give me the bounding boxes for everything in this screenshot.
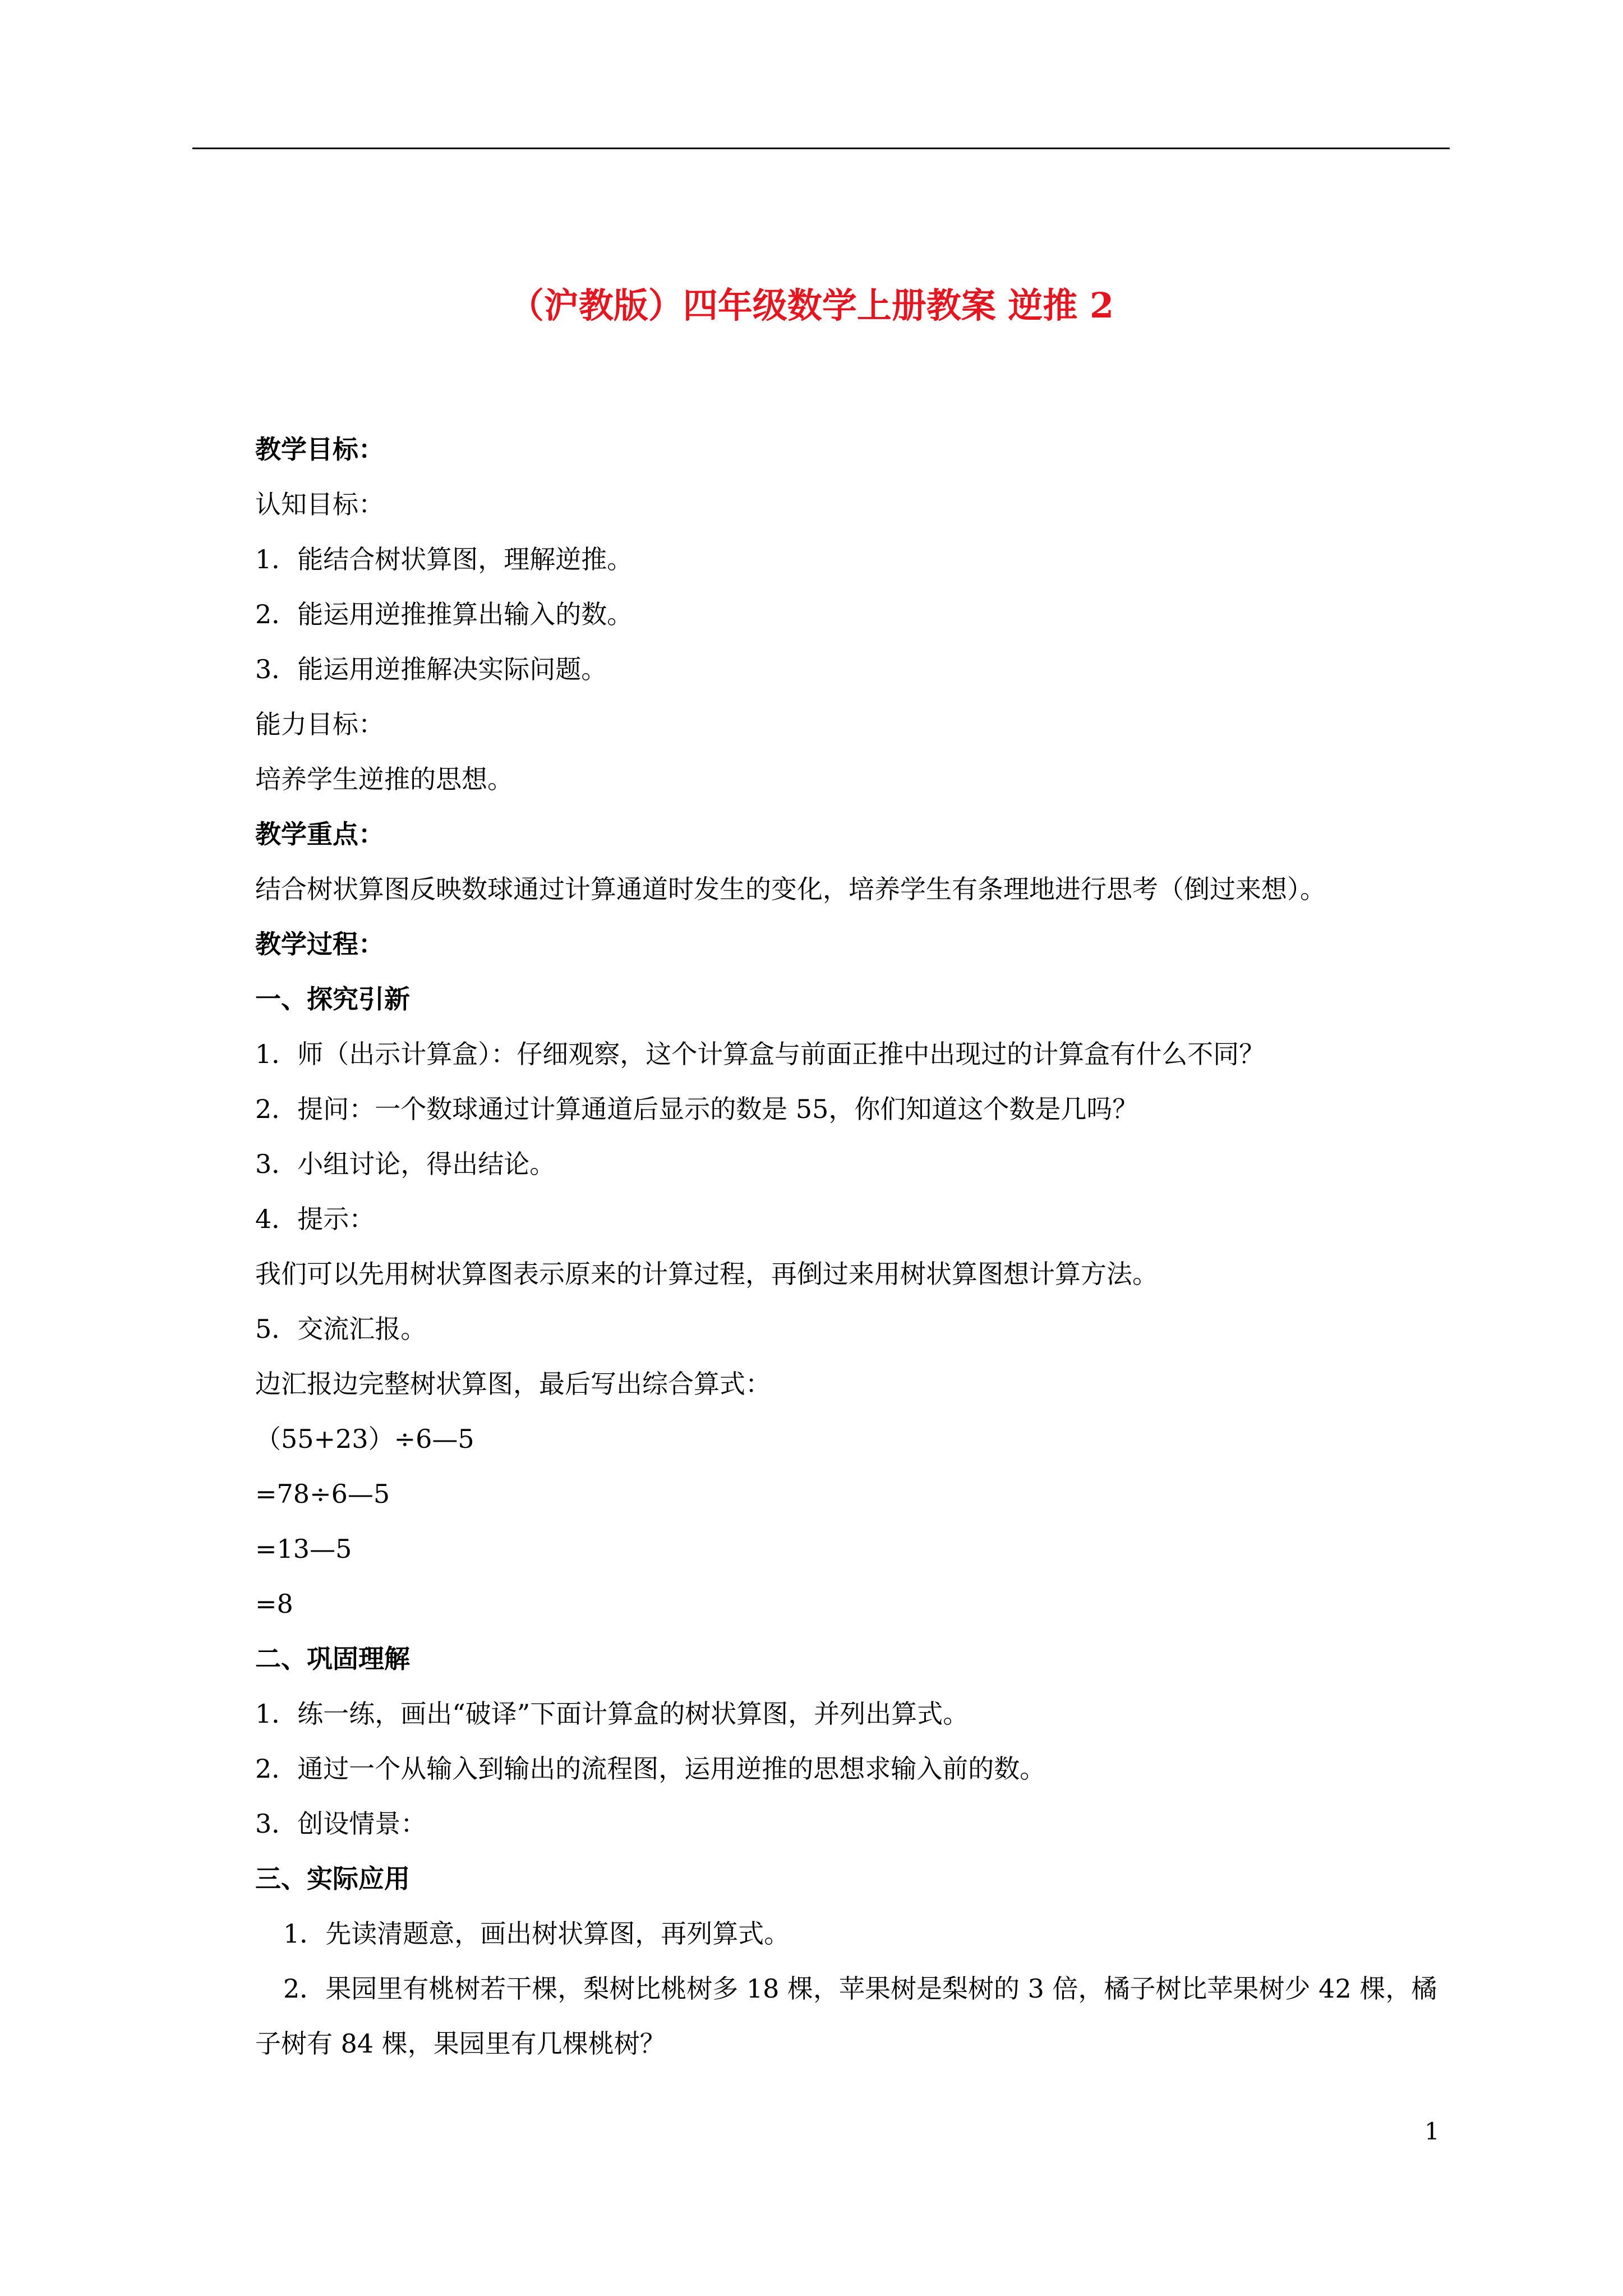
objectives-heading: 教学目标： — [255, 434, 384, 464]
part1-item: 4．提示： — [255, 1204, 375, 1234]
part2-heading: 二、巩固理解 — [255, 1644, 410, 1674]
formula-line: =8 — [255, 1589, 293, 1619]
part1-item: 我们可以先用树状算图表示原来的计算过程，再倒过来用树状算图想计算方法。 — [255, 1259, 1158, 1289]
process-heading: 教学过程： — [255, 929, 384, 959]
header-rule — [192, 148, 1450, 149]
part3-item: 2．果园里有桃树若干棵，梨树比桃树多 18 棵，苹果树是梨树的 3 倍，橘子树比苹果树少 42 棵，橘子树有 84 棵，果园里有几棵桃树？ — [255, 1973, 1437, 2059]
cognitive-heading: 认知目标： — [255, 489, 384, 519]
ability-text: 培养学生逆推的思想。 — [255, 764, 513, 794]
cognitive-item: 2．能运用逆推推算出输入的数。 — [255, 599, 633, 629]
part1-item: 边汇报边完整树状算图，最后写出综合算式： — [255, 1369, 771, 1399]
part1-item: 2．提问：一个数球通过计算通道后显示的数是 55，你们知道这个数是几吗？ — [255, 1094, 1138, 1124]
document-body — [255, 422, 1455, 2071]
document-title: （沪教版）四年级数学上册教案 逆推 2 — [509, 285, 1114, 326]
page-number: 1 — [1424, 2118, 1440, 2145]
focus-text: 结合树状算图反映数球通过计算通道时发生的变化，培养学生有条理地进行思考（倒过来想）。 — [255, 874, 1326, 904]
part2-item: 2．通过一个从输入到输出的流程图，运用逆推的思想求输入前的数。 — [255, 1754, 1046, 1784]
formula-line: （55+23）÷6—5 — [255, 1424, 474, 1454]
part3-heading: 三、实际应用 — [255, 1864, 410, 1894]
focus-heading: 教学重点： — [255, 819, 384, 849]
ability-heading: 能力目标： — [255, 709, 384, 739]
part1-item: 1．师（出示计算盒）：仔细观察，这个计算盒与前面正推中出现过的计算盒有什么不同？ — [255, 1039, 1265, 1069]
part1-item: 5．交流汇报。 — [255, 1314, 427, 1344]
part1-item: 3．小组讨论，得出结论。 — [255, 1149, 556, 1179]
part2-item: 3．创设情景： — [255, 1809, 427, 1839]
formula-line: =78÷6—5 — [255, 1479, 390, 1509]
cognitive-item: 1．能结合树状算图，理解逆推。 — [255, 544, 633, 574]
part1-heading: 一、探究引新 — [255, 984, 410, 1014]
formula-line: =13—5 — [255, 1534, 352, 1564]
part3-item: 1．先读清题意，画出树状算图，再列算式。 — [283, 1918, 790, 1949]
cognitive-item: 3．能运用逆推解决实际问题。 — [255, 654, 607, 684]
part2-item: 1．练一练，画出“破译”下面计算盒的树状算图，并列出算式。 — [255, 1699, 969, 1729]
